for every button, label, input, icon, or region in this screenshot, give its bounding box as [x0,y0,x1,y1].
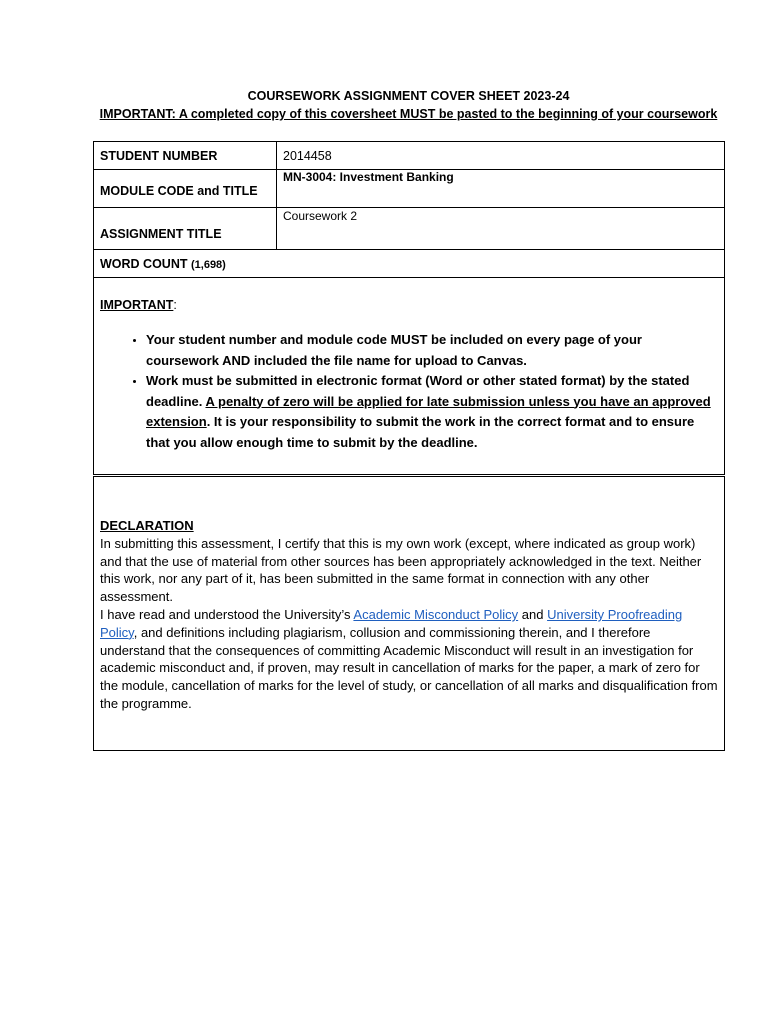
word-count-cell [94,250,725,278]
table-row [94,208,725,250]
page-title: COURSEWORK ASSIGNMENT COVER SHEET 2023-24 [247,89,570,103]
student-number-label: STUDENT NUMBER [94,142,277,170]
proofreading-policy-link[interactable]: University Proofreading Policy [100,606,683,640]
word-count-label: WORD COUNT [100,256,188,271]
important-notice: IMPORTANT: A completed copy of this coversheet MUST be pasted to the beginning of your coursework [99,107,718,121]
important-heading [100,298,718,312]
table-row [94,142,725,170]
table-row [94,170,725,208]
student-number-value: 2014458 [277,142,725,170]
student-info-table [93,141,725,475]
module-value: MN-3004: Investment Banking [277,170,725,208]
important-box [94,278,725,475]
list-item [146,371,718,453]
declaration-paragraph-2 [100,606,718,713]
assignment-title-label: ASSIGNMENT TITLE [94,208,277,250]
declaration-text: and [518,606,548,622]
late-penalty-notice: A penalty of zero will be applied for late submission unless you have an approved extension [146,393,711,429]
list-item: • Your student number and module code MUST be included on every page of your coursework AND included the file name for upload to Canvas. [146,330,718,371]
word-count-value: (1,698) [190,258,226,271]
declaration-heading: DECLARATION [100,518,194,533]
important-list [100,330,718,453]
bullet2-end: . It is your responsibility to submit the work in the correct format and to ensure that you allow enough time to submit by the deadline. [146,414,695,450]
important-heading-text: IMPORTANT [100,298,174,312]
academic-misconduct-policy-link[interactable]: Academic Misconduct Policy [353,606,519,622]
declaration-text: , and definitions including plagiarism, collusion and commissioning therein, and I therefore understand that the consequences of committing Academic Misconduct will result in an investigation for academic misconduct and, if proven, may result in cancellation of marks for the paper, a mark of zero for the module, cancellation of marks for the level of study, or cancellation of all marks and disqualification from the programme. [100,624,718,711]
module-label: MODULE CODE and TITLE [94,170,277,208]
bullet2-start: Work must be submitted in electronic format (Word or other stated format) by the stated deadline. [146,373,690,409]
declaration-paragraph-1: In submitting this assessment, I certify that this is my own work (except, where indicated as group work) and that the use of material from other sources has been appropriately acknowledged in the text. Neither this work, nor any part of it, has been submitted in the same format in connection with any other assessment. [100,535,702,605]
assignment-title-value: Coursework 2 [277,208,725,250]
important-heading-colon: : [173,298,177,312]
table-row [94,250,725,278]
declaration-box [93,476,725,751]
table-row [94,278,725,475]
cover-sheet-header [93,87,724,123]
declaration-text: I have read and understood the University’s [100,606,354,622]
